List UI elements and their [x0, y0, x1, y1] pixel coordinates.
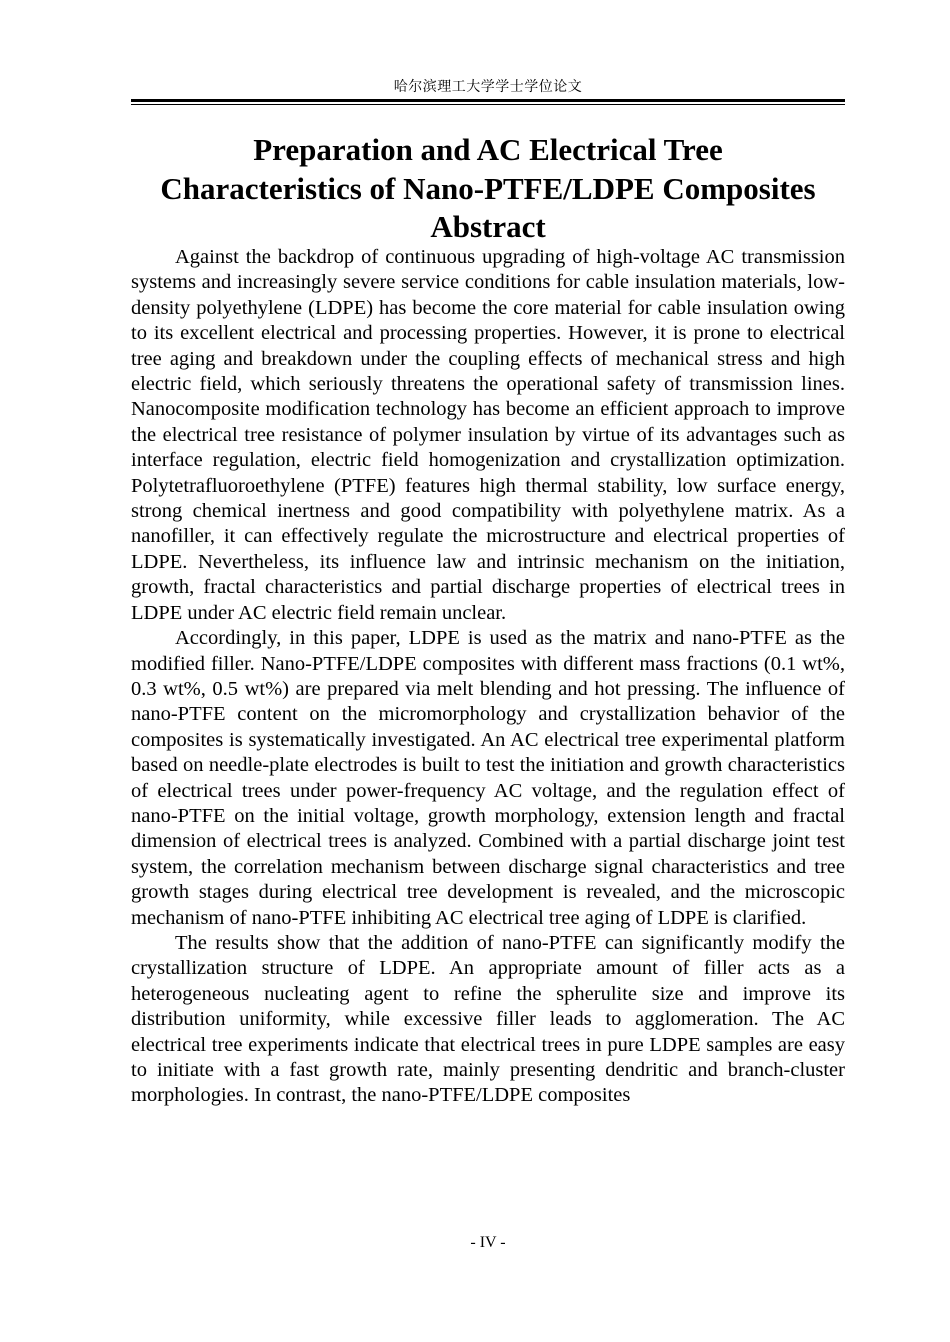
- header-rule-thick: [131, 99, 845, 102]
- abstract-paragraph-3: The results show that the addition of nano-PTFE can significantly modify the crystallization structure of LDPE. An appropriate amount of filler acts as a heterogeneous nucleating agent to refine the spherulite size and improve its distribution uniformity, while excessive filler leads to agglomeration. The AC electrical tree experiments indicate that electrical trees in pure LDPE samples are easy to initiate with a fast growth rate, mainly presenting dendritic and branch-cluster morphologies. In contrast, the nano-PTFE/LDPE composites: [131, 931, 845, 1107]
- running-header: 哈尔滨理工大学学士学位论文: [393, 79, 583, 95]
- abstract-body: [131, 245, 845, 1109]
- title-line-1: Preparation and AC Electrical Tree: [253, 132, 723, 167]
- header-rule-thin: [131, 104, 845, 105]
- document-title: [131, 131, 845, 247]
- abstract-paragraph-2: Accordingly, in this paper, LDPE is used as the matrix and nano-PTFE as the modified filler. Nano-PTFE/LDPE composites with different mass fractions (0.1 wt%, 0.3 wt%, 0.5 wt%) are prepared via melt blending and hot pressing. The influence of nano-PTFE content on the micromorphology and crystallization behavior of the composites is systematically investigated. An AC electrical tree experimental platform based on needle-plate electrodes is built to test the initiation and growth characteristics of electrical trees under power-frequency AC voltage, and the regulation effect of nano-PTFE on the initial voltage, growth morphology, extension length and fractal dimension of electrical trees is analyzed. Combined with a partial discharge joint test system, the correlation mechanism between discharge signal characteristics and tree growth stages during electrical tree development is revealed, and the microscopic mechanism of nano-PTFE inhibiting AC electrical tree aging of LDPE is clarified.: [131, 627, 845, 929]
- abstract-paragraph-1: Against the backdrop of continuous upgrading of high-voltage AC transmission systems and increasingly severe service conditions for cable insulation materials, low-density polyethylene (LDPE) has become the core material for cable insulation owing to its excellent electrical and processing properties. However, it is prone to electrical tree aging and breakdown under the coupling effects of mechanical stress and high electric field, which seriously threatens the operational safety of transmission lines. Nanocomposite modification technology has become an efficient approach to improve the electrical tree resistance of polymer insulation by virtue of its advantages such as interface regulation, electric field homogenization and crystallization optimization. Polytetrafluoroethylene (PTFE) features high thermal stability, low surface energy, strong chemical inertness and good compatibility with polyethylene matrix. As a nanofiller, it can effectively regulate the microstructure and electrical properties of LDPE. Nevertheless, its influence law and intrinsic mechanism on the initiation, growth, fractal characteristics and partial discharge properties of electrical trees in LDPE under AC electric field remain unclear.: [131, 246, 845, 624]
- page-number: - IV -: [470, 1234, 506, 1251]
- title-line-2: Characteristics of Nano-PTFE/LDPE Composites: [160, 170, 816, 206]
- abstract-heading: Abstract: [430, 209, 546, 244]
